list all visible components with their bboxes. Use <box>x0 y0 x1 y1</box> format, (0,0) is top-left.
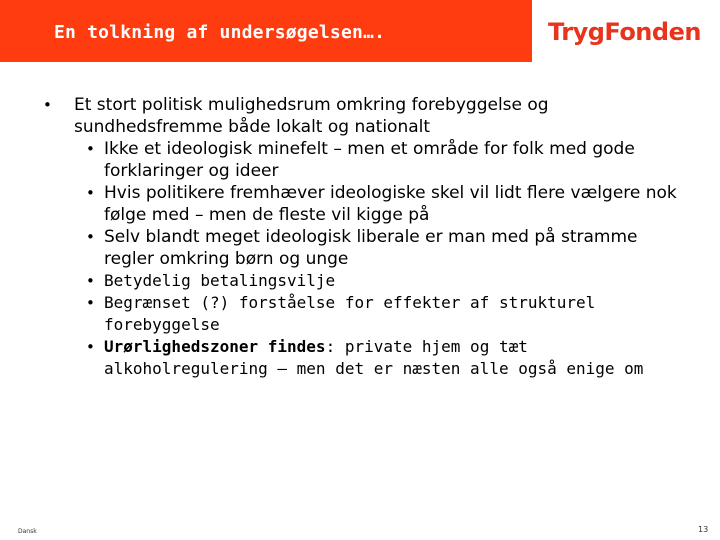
bullet-icon: • <box>86 184 95 202</box>
bullet-icon: • <box>86 338 95 356</box>
sub-bullet-item <box>40 270 680 292</box>
sub-bullet-text: Betydelig betalingsvilje <box>104 271 336 290</box>
bullet-icon: • <box>86 140 95 158</box>
sub-bullet-item <box>40 138 680 182</box>
sub-bullet-text: Ikke et ideologisk minefelt – men et område for folk med gode forklaringer og ideer <box>104 139 635 181</box>
sub-bullet-text <box>104 336 680 380</box>
sub-bullet-bold-text: Urørlighedszoner findes <box>104 337 326 356</box>
footer-label: Dansk <box>18 528 37 535</box>
sub-bullet-text: Hvis politikere fremhæver ideologiske skel vil lidt flere vælgere nok følge med – men de fleste vil kigge på <box>104 183 677 225</box>
title-banner <box>0 0 532 62</box>
slide-content <box>40 94 680 380</box>
sub-bullet-item <box>40 182 680 226</box>
tryg-fonden-logo: TrygFonden <box>548 18 701 46</box>
main-bullet-item <box>40 94 680 138</box>
sub-bullet-item <box>40 292 680 336</box>
bullet-icon: • <box>43 96 52 114</box>
bullet-icon: • <box>86 228 95 246</box>
sub-bullet-item <box>40 336 680 380</box>
sub-bullet-text: Begrænset (?) forståelse for effekter af strukturel forebyggelse <box>104 293 596 334</box>
page-number: 13 <box>698 525 709 534</box>
main-bullet-text: Et stort politisk mulighedsrum omkring forebyggelse og sundhedsfremme både lokalt og nationalt <box>74 95 549 137</box>
bullet-icon: • <box>86 294 95 312</box>
bullet-icon: • <box>86 272 95 290</box>
slide-title: En tolkning af undersøgelsen…. <box>54 22 386 43</box>
sub-bullet-text: Selv blandt meget ideologisk liberale er man med på stramme regler omkring børn og unge <box>104 227 638 269</box>
sub-bullet-rest-text: : private hjem og tæt alkoholregulering – men det er næsten alle også enige om <box>104 337 644 378</box>
sub-bullet-item <box>40 226 680 270</box>
